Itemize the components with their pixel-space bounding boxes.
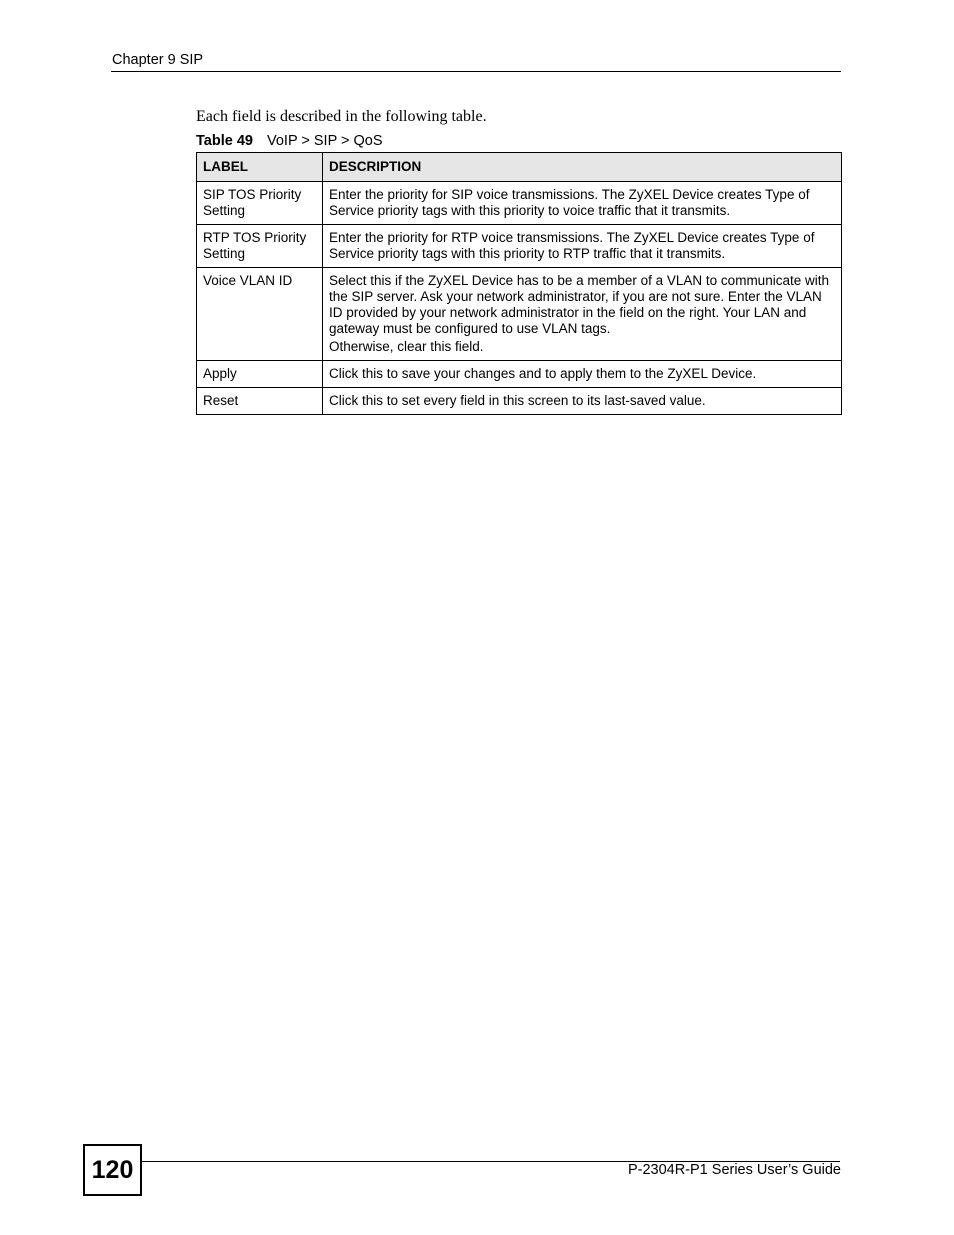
table-caption-title: VoIP > SIP > QoS (266, 133, 383, 149)
row-description (323, 361, 842, 388)
description-paragraph: Select this if the ZyXEL Device has to be a member of a VLAN to communicate with the SIP server. Ask your network administrator, if you are not sure. Enter the VLAN ID provided by your network administrator in the field on the right. Your LAN and gateway must be configured to use VLAN tags. (329, 273, 829, 336)
row-description (323, 182, 842, 225)
table-row (197, 225, 842, 268)
column-header-description: DESCRIPTION (323, 153, 842, 182)
column-header-label: LABEL (197, 153, 323, 182)
description-paragraph: Enter the priority for RTP voice transmissions. The ZyXEL Device creates Type of Service priority tags with this priority to RTP traffic that it transmits. (329, 230, 815, 261)
table-row (197, 361, 842, 388)
row-description (323, 225, 842, 268)
row-label: RTP TOS Priority Setting (197, 225, 323, 268)
row-label: SIP TOS Priority Setting (197, 182, 323, 225)
intro-text: Each field is described in the following table. (196, 108, 487, 125)
row-label: Apply (197, 361, 323, 388)
table-caption-number: Table 49 (196, 133, 253, 149)
description-paragraph: Click this to set every field in this screen to its last-saved value. (329, 393, 706, 408)
description-paragraph: Click this to save your changes and to apply them to the ZyXEL Device. (329, 366, 757, 381)
table-row (197, 268, 842, 361)
row-label: Reset (197, 388, 323, 415)
chapter-header: Chapter 9 SIP (112, 52, 204, 68)
header-divider (111, 71, 841, 72)
table-caption (196, 133, 383, 149)
table-body (197, 182, 842, 415)
description-paragraph: Enter the priority for SIP voice transmissions. The ZyXEL Device creates Type of Service priority tags with this priority to voice traffic that it transmits. (329, 187, 810, 218)
table-row (197, 388, 842, 415)
table-header-row (197, 153, 842, 182)
row-description (323, 388, 842, 415)
row-description (323, 268, 842, 361)
page-number: 120 (83, 1144, 142, 1196)
row-label: Voice VLAN ID (197, 268, 323, 361)
table-row (197, 182, 842, 225)
description-paragraph: Otherwise, clear this field. (329, 339, 484, 354)
field-description-table (196, 152, 842, 415)
guide-title: P-2304R-P1 Series User’s Guide (627, 1162, 841, 1178)
